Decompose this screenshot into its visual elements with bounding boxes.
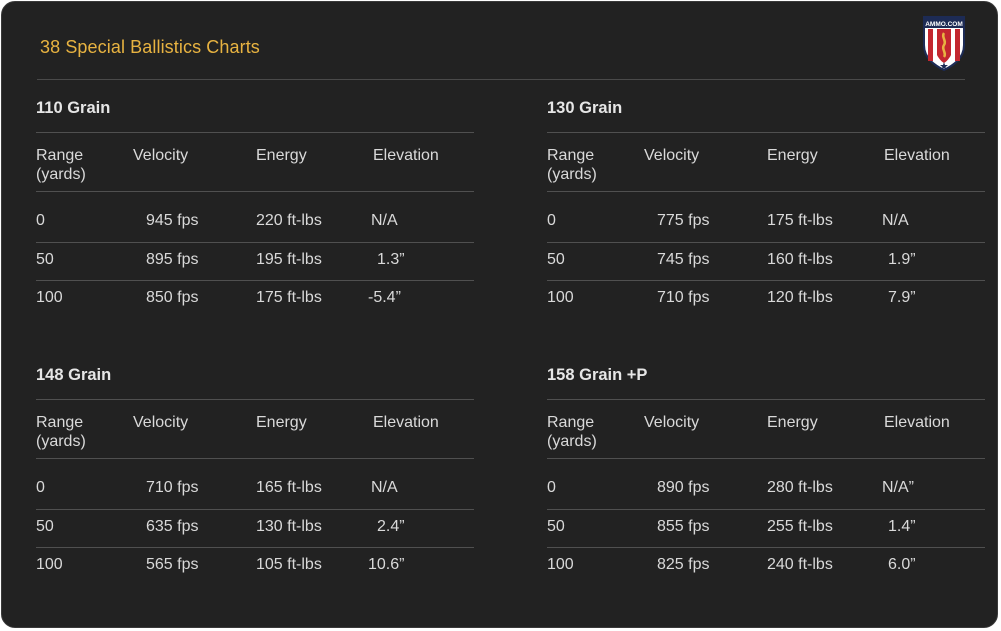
- header-range-unit: (yards): [547, 166, 597, 183]
- table-rule: [547, 191, 985, 192]
- table-row: [36, 250, 474, 270]
- table-row: [36, 555, 474, 575]
- header-velocity: Velocity: [644, 147, 700, 164]
- cell-range: 100: [36, 289, 63, 306]
- table-row: [36, 478, 474, 498]
- page-title: 38 Special Ballistics Charts: [40, 37, 260, 57]
- cell-elevation: 2.4”: [377, 518, 405, 535]
- cell-range: 100: [547, 289, 574, 306]
- cell-elevation: N/A: [371, 212, 398, 229]
- header-divider: [37, 79, 965, 80]
- cell-range: 50: [36, 251, 54, 268]
- table-rule: [547, 242, 985, 243]
- cell-range: 100: [36, 556, 63, 573]
- table-title: 148 Grain: [36, 366, 112, 384]
- cell-velocity: 710 fps: [657, 289, 710, 306]
- header-range-unit: (yards): [547, 433, 597, 450]
- table-rule: [547, 458, 985, 459]
- cell-energy: 160 ft-lbs: [767, 251, 833, 268]
- ammo-logo-icon: [922, 15, 966, 71]
- cell-energy: 105 ft-lbs: [256, 556, 322, 573]
- cell-range: 0: [36, 212, 45, 229]
- table-title: 158 Grain +P: [547, 366, 648, 384]
- cell-velocity: 945 fps: [146, 212, 199, 229]
- table-rule: [36, 509, 474, 510]
- table-rule: [36, 458, 474, 459]
- header-elevation: Elevation: [884, 147, 950, 164]
- cell-elevation: 1.4”: [888, 518, 916, 535]
- cell-velocity: 710 fps: [146, 479, 199, 496]
- header-range-unit: (yards): [36, 166, 86, 183]
- header-elevation: Elevation: [373, 147, 439, 164]
- header-range: Range: [36, 414, 84, 431]
- cell-range: 50: [36, 518, 54, 535]
- table-title: 110 Grain: [36, 99, 111, 117]
- table-rule: [36, 547, 474, 548]
- cell-elevation: -5.4”: [368, 289, 401, 306]
- cell-range: 0: [547, 212, 556, 229]
- cell-energy: 165 ft-lbs: [256, 479, 322, 496]
- header-energy: Energy: [767, 414, 818, 431]
- cell-velocity: 635 fps: [146, 518, 199, 535]
- cell-elevation: 6.0”: [888, 556, 916, 573]
- cell-elevation: 1.9”: [888, 251, 916, 268]
- cell-velocity: 825 fps: [657, 556, 710, 573]
- cell-energy: 175 ft-lbs: [767, 212, 833, 229]
- cell-velocity: 895 fps: [146, 251, 199, 268]
- header-elevation: Elevation: [373, 414, 439, 431]
- ballistics-card: [1, 1, 998, 628]
- cell-velocity: 850 fps: [146, 289, 199, 306]
- table-row: [547, 517, 985, 537]
- cell-energy: 175 ft-lbs: [256, 289, 322, 306]
- header-velocity: Velocity: [644, 414, 700, 431]
- ballistics-table: [547, 99, 985, 319]
- table-title: 130 Grain: [547, 99, 623, 117]
- table-rule: [547, 509, 985, 510]
- table-rule: [36, 132, 474, 133]
- cell-elevation: N/A: [882, 212, 909, 229]
- table-rule: [547, 132, 985, 133]
- cell-range: 0: [36, 479, 45, 496]
- table-rule: [547, 547, 985, 548]
- table-rule: [36, 191, 474, 192]
- header-range: Range: [547, 414, 595, 431]
- header-energy: Energy: [767, 147, 818, 164]
- ballistics-table: [36, 366, 474, 586]
- table-row: [547, 478, 985, 498]
- cell-energy: 195 ft-lbs: [256, 251, 322, 268]
- ballistics-table: [36, 99, 474, 319]
- cell-elevation: N/A: [371, 479, 398, 496]
- table-row: [547, 288, 985, 308]
- cell-energy: 220 ft-lbs: [256, 212, 322, 229]
- header-range-unit: (yards): [36, 433, 86, 450]
- cell-velocity: 855 fps: [657, 518, 710, 535]
- cell-elevation: N/A”: [882, 479, 914, 496]
- header-range: Range: [36, 147, 84, 164]
- table-rule: [547, 399, 985, 400]
- table-row: [547, 250, 985, 270]
- header-velocity: Velocity: [133, 414, 189, 431]
- header-energy: Energy: [256, 147, 307, 164]
- table-row: [36, 211, 474, 231]
- header-range: Range: [547, 147, 595, 164]
- cell-range: 50: [547, 251, 565, 268]
- cell-energy: 255 ft-lbs: [767, 518, 833, 535]
- header-velocity: Velocity: [133, 147, 189, 164]
- cell-energy: 130 ft-lbs: [256, 518, 322, 535]
- cell-elevation: 7.9”: [888, 289, 916, 306]
- cell-elevation: 10.6”: [368, 556, 405, 573]
- cell-velocity: 565 fps: [146, 556, 199, 573]
- table-row: [547, 555, 985, 575]
- table-row: [36, 288, 474, 308]
- ballistics-table: [547, 366, 985, 586]
- cell-energy: 240 ft-lbs: [767, 556, 833, 573]
- cell-velocity: 745 fps: [657, 251, 710, 268]
- cell-elevation: 1.3”: [377, 251, 405, 268]
- cell-energy: 280 ft-lbs: [767, 479, 833, 496]
- table-row: [36, 517, 474, 537]
- header-elevation: Elevation: [884, 414, 950, 431]
- cell-velocity: 890 fps: [657, 479, 710, 496]
- cell-velocity: 775 fps: [657, 212, 710, 229]
- logo-text: AMMO.COM: [925, 21, 963, 28]
- table-rule: [547, 280, 985, 281]
- cell-range: 100: [547, 556, 574, 573]
- table-rule: [36, 399, 474, 400]
- cell-energy: 120 ft-lbs: [767, 289, 833, 306]
- table-rule: [36, 280, 474, 281]
- cell-range: 0: [547, 479, 556, 496]
- cell-range: 50: [547, 518, 565, 535]
- table-rule: [36, 242, 474, 243]
- header-energy: Energy: [256, 414, 307, 431]
- table-row: [547, 211, 985, 231]
